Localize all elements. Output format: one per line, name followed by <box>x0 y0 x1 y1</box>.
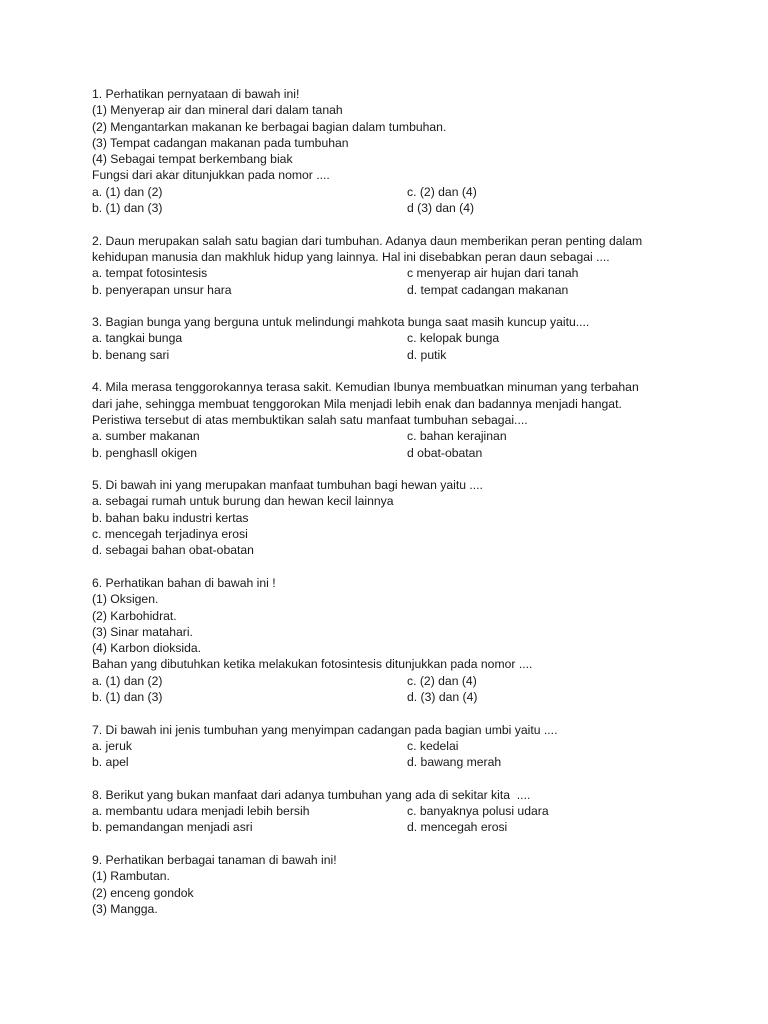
answer-option: c. banyaknya polusi udara <box>407 804 549 819</box>
question-stem: 1. Perhatikan pernyataan di bawah ini! <box>92 87 300 101</box>
answer-option-row <box>92 754 692 770</box>
question-text-line: kehidupan manusia dan makhluk hidup yang lainnya. Hal ini disebabkan peran daun sebagai .... <box>92 249 610 264</box>
question-text-line: Peristiwa tersebut di atas membuktikan salah satu manfaat tumbuhan sebagai.... <box>92 412 528 427</box>
answer-option: d. sebagai bahan obat-obatan <box>92 543 254 558</box>
question-text-line: (1) Oksigen. <box>92 592 159 607</box>
answer-option: c. kedelai <box>407 738 459 753</box>
answer-option: a. tempat fotosintesis <box>92 266 208 281</box>
question-stem: 3. Bagian bunga yang berguna untuk melindungi mahkota bunga saat masih kuncup yaitu.... <box>92 315 590 330</box>
question-stem: 4. Mila merasa tenggorokannya terasa sakit. Kemudian Ibunya membuatkan minuman yang terbahan <box>92 380 639 395</box>
answer-option: c. mencegah terjadinya erosi <box>92 527 248 542</box>
answer-option: b. (1) dan (3) <box>92 201 163 216</box>
question-4 <box>92 379 692 460</box>
answer-option: d. tempat cadangan makanan <box>407 282 569 297</box>
question-stem: 6. Perhatikan bahan di bawah ini ! <box>92 575 276 590</box>
answer-option: d. (3) dan (4) <box>407 689 478 704</box>
answer-option-row <box>92 184 692 200</box>
answer-option: c menyerap air hujan dari tanah <box>407 266 579 281</box>
answer-option-row <box>92 330 692 346</box>
answer-option-row <box>92 689 692 705</box>
answer-option: a. (1) dan (2) <box>92 673 163 688</box>
answer-option: b. bahan baku industri kertas <box>92 510 249 525</box>
question-stem: 8. Berikut yang bukan manfaat dari adanya tumbuhan yang ada di sekitar kita .... <box>92 787 531 802</box>
question-text-line: (1) Menyerap air dan mineral dari dalam tanah <box>92 103 343 118</box>
answer-option: a. sebagai rumah untuk burung dan hewan kecil lainnya <box>92 494 394 509</box>
question-stem: 5. Di bawah ini yang merupakan manfaat tumbuhan bagi hewan yaitu .... <box>92 478 483 493</box>
answer-option-row <box>92 445 692 461</box>
answer-option: a. jeruk <box>92 738 132 753</box>
question-5 <box>92 477 692 558</box>
answer-option-row <box>92 738 692 754</box>
question-3 <box>92 314 692 363</box>
question-text-line: dari jahe, sehingga membuat tenggorokan Mila menjadi lebih enak dan badannya menjadi hangat. <box>92 396 622 411</box>
question-text-line: (2) enceng gondok <box>92 885 194 900</box>
answer-option: b. benang sari <box>92 347 170 362</box>
answer-option-row <box>92 265 692 281</box>
answer-option: a. tangkai bunga <box>92 331 183 346</box>
question-text-line: (2) Karbohidrat. <box>92 608 177 623</box>
question-text-line: (3) Tempat cadangan makanan pada tumbuhan <box>92 135 349 150</box>
question-9 <box>92 852 692 917</box>
answer-option-row <box>92 282 692 298</box>
question-list <box>92 86 692 933</box>
answer-option: d. bawang merah <box>407 755 502 770</box>
question-text-line: (1) Rambutan. <box>92 869 170 884</box>
answer-option-row <box>92 347 692 363</box>
answer-option: c. bahan kerajinan <box>407 429 507 444</box>
answer-option: a. (1) dan (2) <box>92 184 163 199</box>
answer-option: c. kelopak bunga <box>407 331 500 346</box>
answer-option: d obat-obatan <box>407 445 483 460</box>
question-text-line: (2) Mengantarkan makanan ke berbagai bagian dalam tumbuhan. <box>92 119 447 134</box>
answer-option: b. apel <box>92 755 129 770</box>
answer-option-row <box>92 428 692 444</box>
question-text-line: (4) Sebagai tempat berkembang biak <box>92 152 293 167</box>
question-7 <box>92 722 692 771</box>
question-text-line: Fungsi dari akar ditunjukkan pada nomor .... <box>92 168 330 183</box>
answer-option: d. mencegah erosi <box>407 820 508 835</box>
answer-option-row <box>92 803 692 819</box>
answer-option-row <box>92 819 692 835</box>
question-8 <box>92 787 692 836</box>
answer-option: d. putik <box>407 347 447 362</box>
answer-option: a. sumber makanan <box>92 429 200 444</box>
question-6 <box>92 575 692 705</box>
question-text-line: (3) Mangga. <box>92 901 158 916</box>
question-text-line: Bahan yang dibutuhkan ketika melakukan fotosintesis ditunjukkan pada nomor .... <box>92 657 533 672</box>
answer-option: c. (2) dan (4) <box>407 673 477 688</box>
question-stem: 2. Daun merupakan salah satu bagian dari tumbuhan. Adanya daun memberikan peran penting dalam <box>92 233 643 248</box>
question-text-line: (4) Karbon dioksida. <box>92 641 202 656</box>
answer-option: c. (2) dan (4) <box>407 184 477 199</box>
answer-option: a. membantu udara menjadi lebih bersih <box>92 804 310 819</box>
answer-option-row <box>92 673 692 689</box>
answer-option: b. (1) dan (3) <box>92 689 163 704</box>
answer-option-row <box>92 200 692 216</box>
answer-option: b. penyerapan unsur hara <box>92 282 232 297</box>
question-1 <box>92 86 692 216</box>
question-text-line: (3) Sinar matahari. <box>92 624 193 639</box>
answer-option: b. pemandangan menjadi asri <box>92 820 253 835</box>
answer-option: d (3) dan (4) <box>407 201 475 216</box>
question-stem: 7. Di bawah ini jenis tumbuhan yang menyimpan cadangan pada bagian umbi yaitu .... <box>92 722 558 737</box>
question-2 <box>92 233 692 298</box>
answer-option: b. penghasll okigen <box>92 445 198 460</box>
question-stem: 9. Perhatikan berbagai tanaman di bawah ini! <box>92 852 337 867</box>
